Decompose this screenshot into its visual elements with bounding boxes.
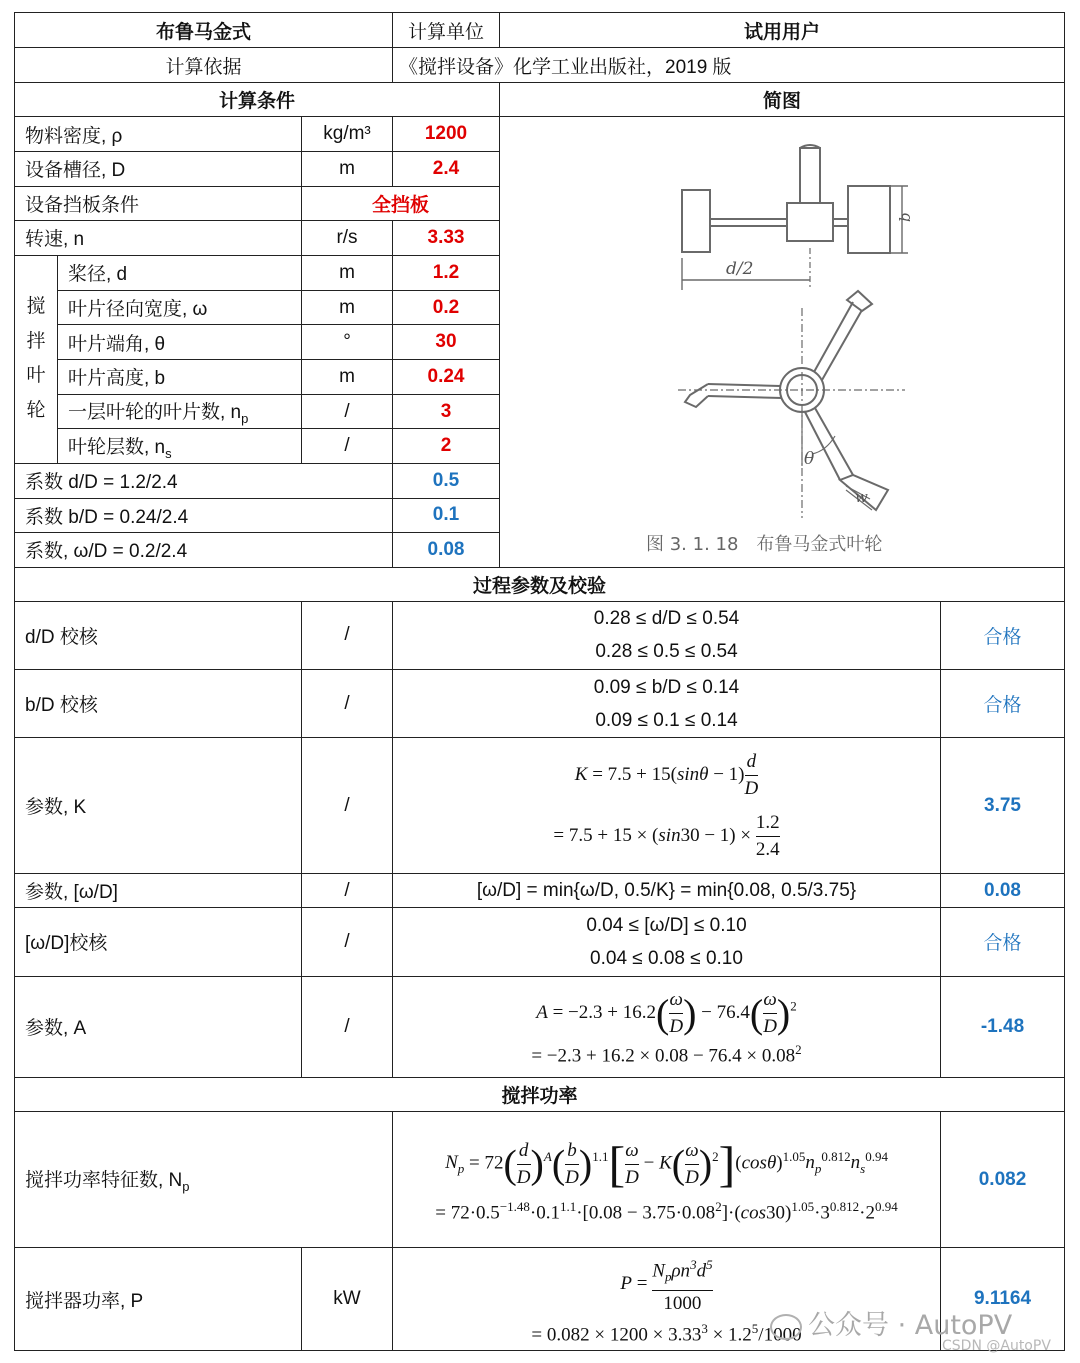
- blade-height-label: 叶片高度, b: [58, 360, 302, 395]
- check-wD-label: [ω/D]校核: [15, 908, 302, 976]
- watermark-brand: 公众号 · AutoPV: [770, 1303, 1012, 1342]
- blade-angle-label: 叶片端角, θ: [58, 325, 302, 360]
- section-process: 过程参数及校验: [15, 567, 1065, 601]
- check-row-dD: [15, 601, 1065, 669]
- wechat-icon: [770, 1314, 802, 1340]
- check-row-bD: [15, 670, 1065, 738]
- label-d2: d/2: [726, 259, 754, 280]
- diameter-label: 设备槽径, D: [15, 151, 302, 186]
- power-number-formula: $N_p = 72$( $\frac{d}{D}$ )$^A$( $\frac{b}{D}$ )$^{1.1}$[ $\frac{\omega}{D}$ − K( $\frac{\omega}{D}$ )$^2](\cos\theta)^{1.05}n_p^{0.812}n_s^{0.94}$ = $72\cdot 0.5^{-1.48}\cdot 0.1^{1.1}\cdot[0.08 - 3.75\cdot 0.08^2]\cdot(\cos 30)^{1.05}\cdot 3^{0.812}\cdot 2^{0.94}$: [393, 1112, 941, 1248]
- check-dD-label: d/D 校核: [15, 601, 302, 669]
- check-dD-line1: 0.28 ≤ d/D ≤ 0.54: [593, 608, 740, 630]
- param-wD-row: [15, 873, 1065, 908]
- diameter-unit: m: [302, 151, 393, 186]
- blade-height-unit: m: [302, 360, 393, 395]
- label-w: w: [855, 488, 868, 507]
- blade-angle-value: 30: [393, 325, 500, 360]
- check-bD-line2: 0.09 ≤ 0.1 ≤ 0.14: [595, 709, 738, 731]
- label-theta: θ: [804, 449, 815, 470]
- power-formula: P = $\frac{N_p\rho n^3d^5}{1000}$ = $0.082 \times 1200 \times 3.33^3 \times 1.2^5/1000$: [393, 1248, 941, 1351]
- param-wD-label: 参数, [ω/D]: [15, 873, 302, 908]
- check-bD-line1: 0.09 ≤ b/D ≤ 0.14: [593, 676, 740, 698]
- check-bD-result: 合格: [941, 670, 1065, 738]
- baffle-value: 全挡板: [302, 186, 500, 221]
- ratio-bD-label: 系数 b/D = 0.24/2.4: [15, 498, 393, 533]
- arm-left: [708, 384, 782, 398]
- blade-width-label: 叶片径向宽度, ω: [58, 290, 302, 325]
- blade-count-unit: /: [302, 394, 393, 429]
- group-char-2: 拌: [26, 330, 46, 352]
- check-dD-unit: /: [302, 601, 393, 669]
- check-wD-formula: [393, 908, 941, 976]
- impeller-group-label: [15, 255, 58, 463]
- ratio-bD-value: 0.1: [393, 498, 500, 533]
- density-value: 1200: [393, 117, 500, 152]
- blade-left: [682, 190, 710, 252]
- impeller-diagram: [500, 117, 1065, 567]
- watermark-credit: CSDN @AutoPV: [942, 1338, 1051, 1354]
- group-char-3: 叶: [26, 365, 46, 387]
- blade-width-value: 0.2: [393, 290, 500, 325]
- check-wD-result: 合格: [941, 908, 1065, 976]
- blade-count-value: 3: [393, 394, 500, 429]
- ratio-wD-value: 0.08: [393, 533, 500, 568]
- blade-width-unit: m: [302, 290, 393, 325]
- check-wD-unit: /: [302, 908, 393, 976]
- basis-value: 《搅拌设备》化学工业出版社，2019 版: [393, 48, 1065, 83]
- param-A-formula: A = −2.3 + 16.2( $\frac{\omega}{D}$ ) − 76.4( $\frac{\omega}{D}$ )$^2$ = $-2.3 + 16.2 \times 0.08 - 76.4 \times 0.08^2$: [393, 976, 941, 1077]
- power-unit: kW: [302, 1248, 393, 1351]
- param-A-result: -1.48: [941, 976, 1065, 1077]
- check-bD-formula: [393, 670, 941, 738]
- param-K-row: [15, 738, 1065, 873]
- tip-left: [685, 384, 708, 407]
- power-number-row: [15, 1112, 1065, 1248]
- label-b: b: [896, 212, 914, 223]
- impeller-diameter-value: 1.2: [393, 255, 500, 290]
- arm-up: [814, 302, 862, 380]
- unit-label: 计算单位: [393, 13, 500, 48]
- hub: [787, 203, 833, 241]
- param-A-label: 参数, A: [15, 976, 302, 1077]
- impeller-diameter-label: 桨径, d: [58, 255, 302, 290]
- check-wD-line1: 0.04 ≤ [ω/D] ≤ 0.10: [586, 914, 747, 936]
- diameter-value: 2.4: [393, 151, 500, 186]
- check-wD-line2: 0.04 ≤ 0.08 ≤ 0.10: [590, 947, 743, 969]
- param-K-formula: K = 7.5 + 15(sinθ − 1) $\frac{d}{D}$ = 7.5 + 15 × (sin30 − 1) × $\frac{1.2}{2.4}$: [393, 738, 941, 873]
- param-A-unit: /: [302, 976, 393, 1077]
- check-dD-line2: 0.28 ≤ 0.5 ≤ 0.54: [595, 641, 738, 663]
- speed-value: 3.33: [393, 221, 500, 256]
- blade-right: [848, 186, 890, 253]
- param-K-unit: /: [302, 738, 393, 873]
- brumagin-impeller-figure: [510, 118, 1065, 566]
- power-number-label: 搅拌功率特征数, $N_p$: [15, 1112, 393, 1248]
- section-diagram: 简图: [500, 83, 1065, 117]
- ratio-dD-label: 系数 d/D = 1.2/2.4: [15, 463, 393, 498]
- impeller-layers-label: 叶轮层数, $n_s$: [58, 429, 302, 464]
- power-label: 搅拌器功率, P: [15, 1248, 302, 1351]
- param-K-label: 参数, K: [15, 738, 302, 873]
- param-wD-formula: [ω/D] = min{ω/D, 0.5/K} = min{0.08, 0.5/3.75}: [393, 873, 941, 908]
- blade-height-value: 0.24: [393, 360, 500, 395]
- speed-unit: r/s: [302, 221, 393, 256]
- section-power: 搅拌功率: [15, 1077, 1065, 1111]
- power-number-result: 0.082: [941, 1112, 1065, 1248]
- density-label: 物料密度, ρ: [15, 117, 302, 152]
- impeller-layers-unit: /: [302, 429, 393, 464]
- power-result: 9.1164: [941, 1248, 1065, 1351]
- check-bD-label: b/D 校核: [15, 670, 302, 738]
- density-unit: kg/m³: [302, 117, 393, 152]
- check-bD-unit: /: [302, 670, 393, 738]
- ratio-dD-value: 0.5: [393, 463, 500, 498]
- check-dD-formula: [393, 601, 941, 669]
- blade-count-label: 一层叶轮的叶片数, $n_p$: [58, 394, 302, 429]
- sheet-title: 布鲁马金式: [15, 13, 393, 48]
- group-char-1: 搅: [26, 296, 46, 318]
- impeller-layers-value: 2: [393, 429, 500, 464]
- check-row-wD: [15, 908, 1065, 976]
- impeller-diameter-unit: m: [302, 255, 393, 290]
- basis-label: 计算依据: [15, 48, 393, 83]
- calculation-sheet: [14, 12, 1065, 1351]
- speed-label: 转速, n: [15, 221, 302, 256]
- blade-angle-unit: °: [302, 325, 393, 360]
- param-A-row: [15, 976, 1065, 1077]
- param-wD-result: 0.08: [941, 873, 1065, 908]
- ratio-wD-label: 系数, ω/D = 0.2/2.4: [15, 533, 393, 568]
- param-K-result: 3.75: [941, 738, 1065, 873]
- shaft: [800, 148, 820, 203]
- check-dD-result: 合格: [941, 601, 1065, 669]
- group-char-4: 轮: [26, 399, 46, 421]
- condition-row-density: [15, 117, 1065, 152]
- user-label: 试用用户: [500, 13, 1065, 48]
- section-conditions: 计算条件: [15, 83, 500, 117]
- param-wD-unit: /: [302, 873, 393, 908]
- baffle-label: 设备挡板条件: [15, 186, 302, 221]
- figure-caption: 图 3. 1. 18 布鲁马金式叶轮: [646, 534, 883, 556]
